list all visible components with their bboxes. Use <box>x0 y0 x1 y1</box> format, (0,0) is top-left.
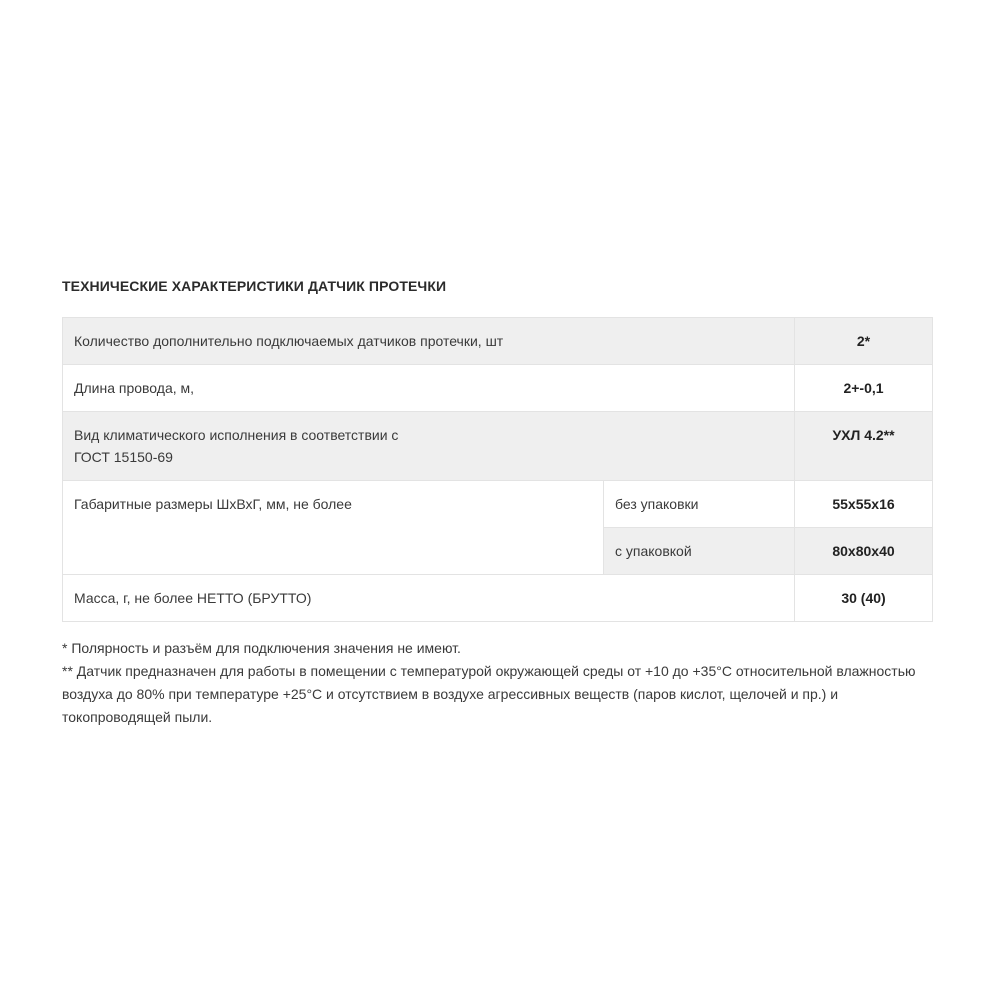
spec-label: Масса, г, не более НЕТТО (БРУТТО) <box>63 575 795 622</box>
footnote: ** Датчик предназначен для работы в помещении с температурой окружающей среды от +10 до +35°С относительной влажностью воздуха до 80% при температуре +25°С и отсутствием в воздухе агрессивных веществ (паров кислот, щелочей и пр.) и токопроводящей пыли. <box>62 663 916 725</box>
spec-label-line: ГОСТ 15150-69 <box>74 449 173 465</box>
spec-label <box>63 412 795 481</box>
table-row <box>63 318 933 365</box>
table-row <box>63 575 933 622</box>
spec-label: Габаритные размеры ШхВхГ, мм, не более <box>63 481 604 575</box>
table-row <box>63 365 933 412</box>
spec-label: Количество дополнительно подключаемых датчиков протечки, шт <box>63 318 795 365</box>
spec-label-line: Вид климатического исполнения в соответствии с <box>74 427 399 443</box>
footnotes <box>62 637 932 729</box>
spec-value: 30 (40) <box>795 575 933 622</box>
spec-value: УХЛ 4.2** <box>795 412 933 481</box>
table-row <box>63 412 933 481</box>
spec-label: Длина провода, м, <box>63 365 795 412</box>
spec-sublabel: с упаковкой <box>604 528 795 575</box>
spec-sublabel: без упаковки <box>604 481 795 528</box>
spec-value: 80x80x40 <box>795 528 933 575</box>
specs-section <box>62 276 932 729</box>
spec-value: 2+-0,1 <box>795 365 933 412</box>
table-row <box>63 481 933 528</box>
spec-table <box>62 317 933 622</box>
footnote: * Полярность и разъём для подключения значения не имеют. <box>62 640 461 656</box>
spec-value: 2* <box>795 318 933 365</box>
section-title: ТЕХНИЧЕСКИЕ ХАРАКТЕРИСТИКИ ДАТЧИК ПРОТЕЧКИ <box>62 278 447 294</box>
spec-value: 55x55x16 <box>795 481 933 528</box>
